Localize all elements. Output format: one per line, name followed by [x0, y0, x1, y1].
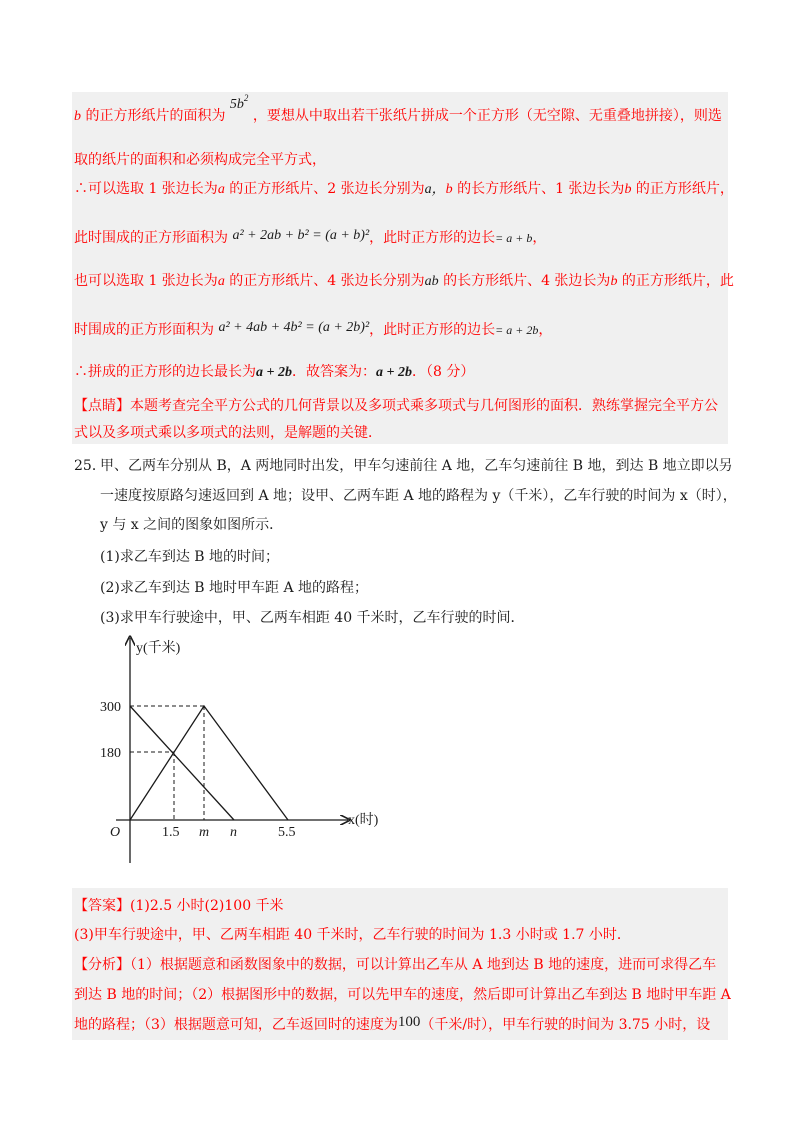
x-axis-label: x(时) [348, 813, 379, 828]
y-tick-300: 300 [100, 700, 121, 715]
analysis-line-3: 地的路程；（3）根据题意可知，乙车返回时的速度为100（千米/时），甲车行驶的时间为 3.75 小时，设 [74, 1014, 711, 1033]
question-line-1: 甲、乙两车分别从 B，A 两地同时出发，甲车匀速前往 A 地，乙车匀速前往 B 地，到达 B 地立即以另 [100, 458, 733, 474]
x-tick-n: n [230, 825, 237, 840]
solution-note-line-2: 式以及多项式乘以多项式的法则，是解题的关键． [74, 425, 382, 441]
solution-line-1: b 的正方形纸片的面积为 $5b^2$ ，要想从中取出若干张纸片拼成一个正方形（无空隙、无重叠地拼接），则选 [74, 93, 722, 124]
line-car-jia [130, 706, 234, 820]
equation-2: a² + 4ab + 4b² = (a + 2b)² [218, 320, 370, 335]
solution-line-6: 时围成的正方形面积为 a² + 4ab + 4b² = (a + 2b)²，此时正方形的边长= a + 2b， [74, 320, 553, 338]
question-line-3: y 与 x 之间的图象如图所示． [100, 517, 284, 533]
function-graph [96, 628, 396, 868]
answer-line-2: (3)甲车行驶途中，甲、乙两车相距 40 千米时，乙车行驶的时间为 1.3 小时或 1.7 小时． [74, 927, 631, 943]
solution-line-3: ∴可以选取 1 张边长为a 的正方形纸片、2 张边长分别为a，b 的长方形纸片、1 张边长为b 的正方形纸片， [74, 181, 734, 197]
x-tick-m: m [199, 825, 210, 840]
solution-background [72, 92, 728, 444]
question-sub-2: (2)求乙车到达 B 地时甲车距 A 地的路程； [100, 580, 369, 596]
question-number: 25． [74, 458, 106, 474]
question-sub-1: (1)求乙车到达 B 地的时间； [100, 549, 280, 565]
x-tick-1.5: 1.5 [162, 825, 180, 840]
solution-line-2: 取的纸片的面积和必须构成完全平方式， [74, 152, 326, 168]
y-axis-label: y(千米) [136, 641, 181, 656]
question-line-2: 一速度按原路匀速返回到 A 地；设甲、乙两车距 A 地的路程为 y（千米），乙车行驶的时间为 x（时）， [100, 488, 737, 504]
analysis-line-2: 到达 B 地的时间；（2）根据图形中的数据，可以先甲车的速度，然后即可计算出乙车到达 B 地时甲车距 A [74, 987, 731, 1003]
solution-line-5: 也可以选取 1 张边长为a 的正方形纸片、4 张边长分别为ab 的长方形纸片、4 张边长为b 的正方形纸片，此 [74, 273, 734, 289]
equation-1: a² + 2ab + b² = (a + b)² [232, 228, 370, 243]
origin-label: O [110, 825, 121, 840]
y-tick-180: 180 [100, 746, 121, 761]
solution-line-7: ∴拼成的正方形的边长最长为a + 2b．故答案为：a + 2b．（8 分） [74, 364, 475, 380]
line-car-yi [130, 706, 288, 820]
analysis-line-1: 【分析】（1）根据题意和函数图象中的数据，可以计算出乙车从 A 地到达 B 地的速度，进而可求得乙车 [74, 957, 717, 973]
solution-note-line-1: 【点睛】本题考查完全平方公式的几何背景以及多项式乘多项式与几何图形的面积．熟练掌握完全平方公 [74, 398, 718, 414]
answer-line-1: 【答案】(1)2.5 小时(2)100 千米 [74, 898, 284, 914]
x-tick-5.5: 5.5 [278, 825, 296, 840]
question-sub-3: (3)求甲车行驶途中，甲、乙两车相距 40 千米时，乙车行驶的时间． [100, 610, 525, 626]
solution-line-4: 此时围成的正方形面积为 a² + 2ab + b² = (a + b)²，此时正方形的边长= a + b， [74, 228, 547, 246]
